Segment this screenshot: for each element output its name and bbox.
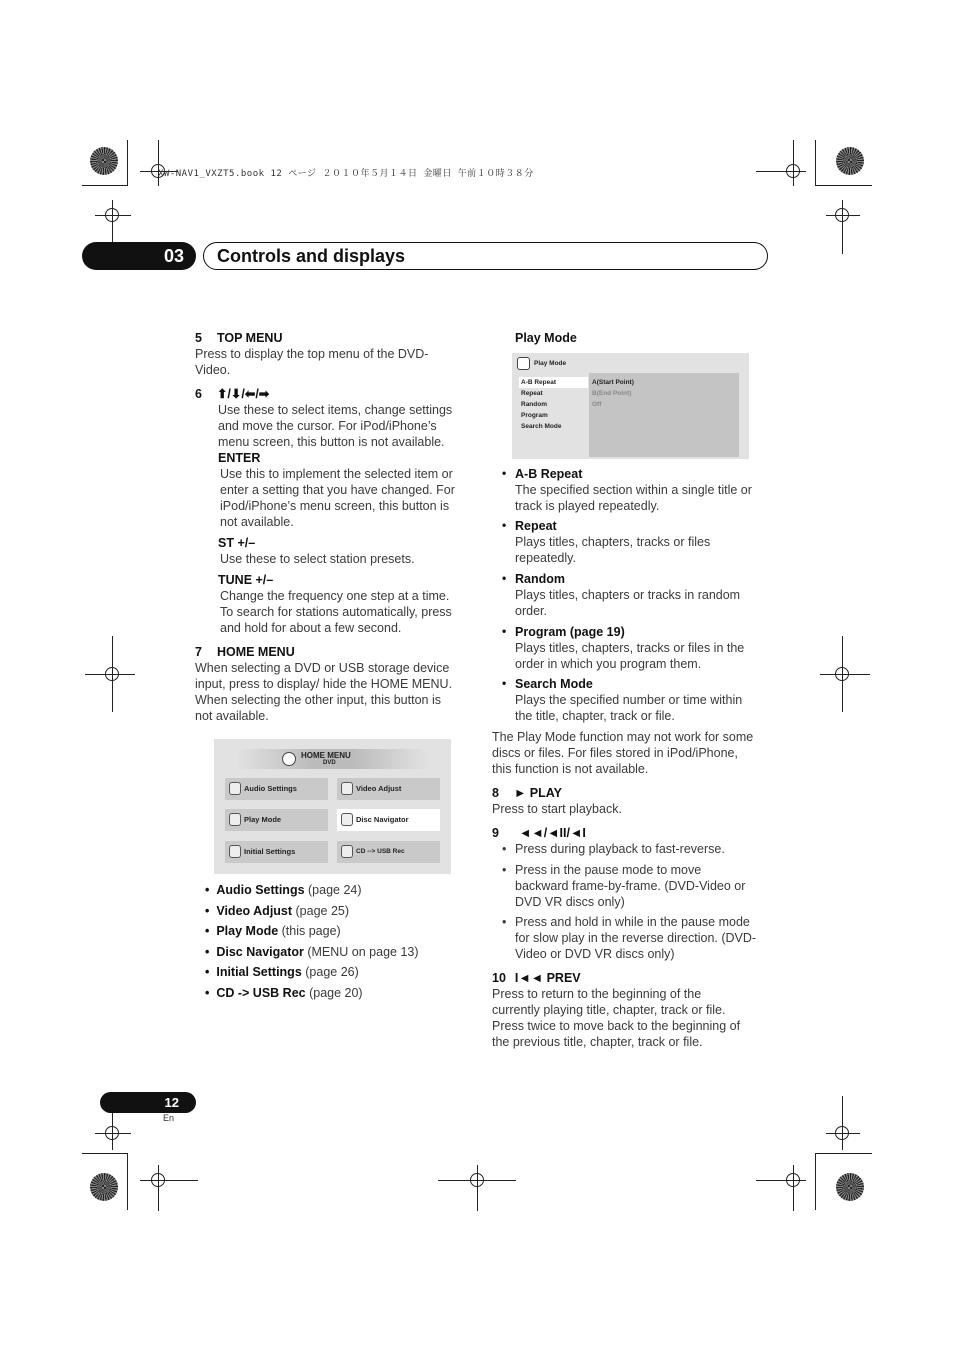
menu-item-program[interactable]: Program (521, 412, 548, 419)
crop-line (158, 140, 159, 186)
text-line: Use this to implement the selected item or (220, 467, 453, 481)
list-item: • Press in the pause mode to move backward frame-by-frame. (DVD-Video or DVD VR discs only) (502, 863, 746, 909)
page-number: 12 (100, 1092, 196, 1113)
item-number: 9 (492, 826, 499, 840)
text-line: and hold for about a few second. (220, 621, 402, 635)
crop-line (815, 1153, 872, 1154)
crop-line (82, 185, 128, 186)
list-item: • Audio Settings (page 24) (205, 883, 362, 897)
enter-title: ENTER (218, 451, 261, 465)
crop-line (127, 1153, 128, 1210)
menu-item-random[interactable]: Random (521, 401, 547, 408)
value-off: Off (592, 401, 602, 408)
crop-line (793, 140, 794, 186)
reverse-title: ◄◄/◄II/◄I (518, 826, 586, 840)
list-item: • Press during playback to fast-reverse. (502, 842, 725, 856)
tune-title: TUNE +/– (218, 573, 274, 587)
initial-settings-icon (229, 845, 241, 858)
item-number: 10 (492, 971, 506, 985)
language-label: En (163, 1113, 175, 1123)
crop-line (815, 1153, 816, 1210)
home-menu-subtitle: DVD (323, 760, 336, 766)
item-number: 7 (195, 645, 202, 659)
text-line: not available. (195, 709, 269, 723)
list-item: • Disc Navigator (MENU on page 13) (205, 944, 419, 959)
list-item: • Random Plays titles, chapters or tracks in random order. (502, 571, 741, 618)
play-mode-screenshot (512, 353, 749, 459)
crop-line (82, 1153, 128, 1154)
cd-usb-rec-icon (341, 845, 353, 858)
item-number: 8 (492, 786, 499, 800)
play-mode-button[interactable]: Play Mode (225, 809, 328, 831)
play-mode-note: The Play Mode function may not work for some discs or files. For files stored in iPod/iPhone, this function is not available. (492, 730, 754, 776)
value-a-start: A(Start Point) (592, 379, 634, 386)
text-line: enter a setting that you have changed. For (220, 483, 455, 497)
item-6 (195, 386, 475, 636)
text-line: menu screen, this button is not available. (218, 435, 445, 449)
list-item: • Press and hold in while in the pause mode for slow play in the reverse direction. (DVD- Video or DVD VR discs only) (502, 915, 757, 961)
crop-line (842, 200, 843, 254)
play-mode-heading: Play Mode (515, 331, 577, 345)
registration-sunburst-icon (90, 147, 118, 175)
crop-line (826, 1133, 860, 1134)
item-9 (492, 825, 774, 962)
registration-sunburst-icon (836, 1173, 864, 1201)
crop-line (820, 674, 870, 675)
text-line: and move the cursor. For iPod/iPhone’s (218, 419, 437, 433)
home-menu-bullets (205, 882, 475, 1005)
item-number: 6 (195, 387, 202, 401)
list-item: • Program (page 19) Plays titles, chapters, tracks or files in the order in which you program them. (502, 624, 745, 671)
text-line: Use these to select station presets. (220, 552, 415, 566)
disc-navigator-icon (341, 813, 353, 826)
text-line: Press to display the top menu of the DVD- (195, 347, 429, 361)
text-line: Video. (195, 363, 231, 377)
cd-usb-rec-button[interactable]: CD --> USB Rec (337, 841, 440, 863)
crop-line (756, 1180, 806, 1181)
audio-settings-button[interactable]: Audio Settings (225, 778, 328, 800)
crop-line (112, 636, 113, 712)
initial-settings-button[interactable]: Initial Settings (225, 841, 328, 863)
play-mode-icon (517, 357, 530, 370)
menu-item-ab-repeat[interactable]: A-B Repeat (521, 379, 557, 386)
item-10: 10 I◄◄ PREV Press to return to the beginning of the currently playing title, chapter, track or file. Press twice to move back to the beginning of the previous title, chapter, track or file. (492, 971, 741, 1049)
crop-line (842, 1096, 843, 1150)
crop-line (842, 636, 843, 712)
disc-icon (282, 752, 296, 766)
home-menu-screenshot (214, 739, 451, 874)
crop-line (95, 215, 131, 216)
crop-line (826, 215, 860, 216)
play-mode-bullets (500, 466, 775, 724)
list-item: • A-B Repeat The specified section within a single title or track is played repeatedly. (502, 466, 752, 513)
crop-line (85, 674, 135, 675)
text-line: When selecting a DVD or USB storage device (195, 661, 450, 675)
crop-line (158, 1165, 159, 1211)
video-adjust-button[interactable]: Video Adjust (337, 778, 440, 800)
video-adjust-icon (341, 782, 353, 795)
text-line: iPod/iPhone’s menu screen, this button is (220, 499, 450, 513)
crop-line (815, 140, 816, 186)
crop-line (95, 1133, 131, 1134)
item-5 (195, 330, 475, 378)
list-item: • Play Mode (this page) (205, 924, 341, 938)
list-item: • Search Mode Plays the specified number or time within the title, chapter, track or file. (502, 676, 743, 723)
item-title: TOP MENU (216, 331, 283, 345)
chapter-number: 03 (82, 242, 196, 270)
list-item: • Initial Settings (page 26) (205, 965, 359, 979)
list-item: • Video Adjust (page 25) (205, 903, 350, 918)
crop-line (127, 140, 128, 186)
print-header: XW-NAV1_VXZT5.book 12 ページ ２０１０年５月１４日 金曜日 午前１０時３８分 (158, 169, 534, 179)
item-number: 5 (195, 331, 202, 345)
item-8: 8 ► PLAY Press to start playback. (492, 786, 622, 816)
text-line: To search for stations automatically, press (220, 605, 452, 619)
chapter-title: Controls and displays (203, 242, 768, 270)
registration-sunburst-icon (90, 1173, 118, 1201)
crop-line (477, 1165, 478, 1211)
item-7 (195, 644, 475, 724)
menu-item-search-mode[interactable]: Search Mode (521, 423, 562, 430)
text-line: input, press to display/ hide the HOME MENU. (195, 677, 453, 691)
play-mode-icon (229, 813, 241, 826)
value-b-end: B(End Point) (592, 390, 632, 397)
play-mode-screen-title: Play Mode (534, 360, 567, 367)
menu-item-repeat[interactable]: Repeat (521, 390, 543, 397)
list-item: • CD -> USB Rec (page 20) (205, 985, 363, 1000)
st-title: ST +/– (218, 536, 256, 550)
text-line: Change the frequency one step at a time. (220, 589, 450, 603)
registration-sunburst-icon (836, 147, 864, 175)
prev-title: I◄◄ PREV (514, 971, 581, 985)
crop-line (793, 1165, 794, 1211)
audio-settings-icon (229, 782, 241, 795)
crop-line (815, 185, 872, 186)
play-title: ► PLAY (513, 786, 562, 800)
text-line: not available. (220, 515, 294, 529)
disc-navigator-button[interactable]: Disc Navigator (337, 809, 440, 831)
crop-line (140, 1180, 198, 1181)
home-menu-title: HOME MENU (301, 751, 351, 760)
item-title: HOME MENU (216, 645, 295, 659)
text-line: Use these to select items, change settings (218, 403, 453, 417)
text-line: When selecting the other input, this button is (195, 693, 441, 707)
list-item: • Repeat Plays titles, chapters, tracks or files repeatedly. (502, 518, 711, 565)
arrow-buttons-title: ⬆/⬇/⬅/➡ (216, 387, 270, 401)
crop-line (756, 171, 806, 172)
